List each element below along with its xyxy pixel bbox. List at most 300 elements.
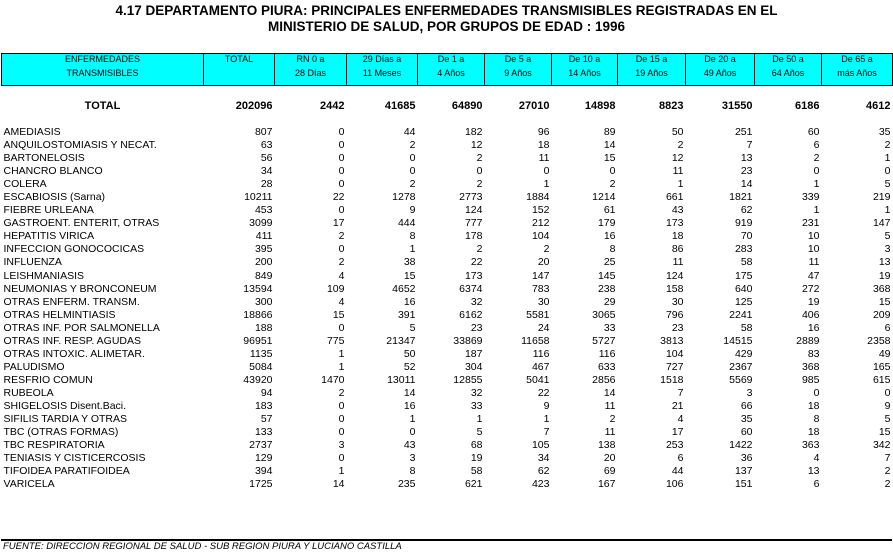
table-cell: 178 bbox=[464, 230, 483, 243]
disease-name: HEPATITIS VIRICA bbox=[3, 230, 95, 243]
table-cell: 147 bbox=[531, 269, 550, 282]
table-cell: 1884 bbox=[526, 191, 550, 204]
table-cell: 124 bbox=[665, 269, 684, 282]
table-cell: 188 bbox=[254, 321, 273, 334]
column-header-line-1: 29 Días a bbox=[362, 54, 402, 64]
table-cell: 173 bbox=[464, 269, 483, 282]
table-cell: 179 bbox=[597, 217, 616, 230]
table-cell: 10211 bbox=[244, 191, 273, 204]
table-cell: 615 bbox=[872, 373, 891, 386]
table-cell: 43920 bbox=[243, 373, 273, 386]
column-header-line-1: De 15 a bbox=[635, 54, 668, 64]
table-cell: 0 bbox=[338, 452, 345, 465]
table-cell: 60 bbox=[740, 426, 753, 439]
table-cell: 4 bbox=[338, 269, 345, 282]
table-cell: 6 bbox=[884, 321, 891, 334]
table-row bbox=[2, 309, 893, 322]
table-cell: 0 bbox=[338, 243, 345, 256]
table-cell: 17 bbox=[332, 217, 345, 230]
table-cell: 14515 bbox=[723, 334, 753, 347]
table-cell: 6 bbox=[813, 478, 820, 491]
disease-name: RUBEOLA bbox=[3, 386, 54, 399]
disease-table bbox=[1, 53, 893, 491]
table-cell: 35 bbox=[878, 126, 891, 139]
table-cell: 9 bbox=[543, 400, 550, 412]
table-row bbox=[2, 243, 893, 256]
table-cell: 283 bbox=[734, 243, 753, 256]
table-cell: 0 bbox=[338, 152, 345, 165]
table-cell: 16 bbox=[403, 295, 416, 308]
total-cell: 8823 bbox=[659, 100, 684, 112]
table-cell: 14 bbox=[403, 386, 416, 399]
table-cell: 147 bbox=[872, 217, 891, 230]
table-cell: 38 bbox=[403, 256, 416, 269]
table-cell: 0 bbox=[609, 165, 616, 178]
table-cell: 69 bbox=[603, 465, 616, 478]
table-cell: 96 bbox=[537, 126, 550, 139]
table-cell: 94 bbox=[260, 386, 273, 399]
table-cell: 2 bbox=[476, 152, 483, 165]
table-cell: 1 bbox=[409, 243, 416, 256]
table-cell: 2 bbox=[338, 386, 345, 399]
table-cell: 13011 bbox=[387, 373, 416, 386]
table-cell: 339 bbox=[801, 191, 820, 204]
table-cell: 22 bbox=[470, 256, 483, 269]
table-cell: 1214 bbox=[592, 191, 616, 204]
table-cell: 2889 bbox=[796, 334, 820, 347]
table-cell: 58 bbox=[740, 321, 753, 334]
table-cell: 2 bbox=[543, 243, 550, 256]
table-cell: 183 bbox=[254, 400, 273, 412]
table-cell: 9 bbox=[409, 204, 416, 217]
table-cell: 151 bbox=[734, 478, 753, 491]
column-header-line-2: 49 Años bbox=[703, 68, 737, 78]
table-cell: 0 bbox=[338, 178, 345, 191]
table-cell: 1135 bbox=[249, 347, 273, 360]
table-cell: 4 bbox=[338, 295, 345, 308]
table-cell: 363 bbox=[801, 439, 820, 452]
table-cell: 0 bbox=[476, 165, 483, 178]
disease-name: INFECCION GONOCOCICAS bbox=[3, 243, 145, 256]
table-cell: 13 bbox=[740, 152, 753, 165]
table-cell: 4 bbox=[677, 413, 684, 426]
table-cell: 2 bbox=[884, 139, 891, 152]
table-cell: 1 bbox=[338, 465, 345, 478]
table-cell: 391 bbox=[397, 308, 416, 321]
table-cell: 35 bbox=[740, 413, 753, 426]
table-cell: 411 bbox=[255, 230, 273, 243]
table-cell: 62 bbox=[740, 204, 753, 217]
table-cell: 152 bbox=[531, 204, 550, 217]
table-row bbox=[2, 374, 893, 387]
table-cell: 406 bbox=[801, 308, 820, 321]
table-cell: 86 bbox=[671, 243, 684, 256]
disease-name: GASTROENT. ENTERIT, OTRAS bbox=[3, 217, 160, 230]
table-cell: 2 bbox=[813, 152, 820, 165]
table-cell: 16 bbox=[807, 321, 820, 334]
table-cell: 5084 bbox=[249, 360, 273, 373]
table-cell: 2358 bbox=[867, 334, 891, 347]
table-cell: 200 bbox=[254, 256, 273, 269]
table-cell: 109 bbox=[326, 282, 345, 295]
table-cell: 106 bbox=[665, 478, 684, 491]
table-cell: 1278 bbox=[392, 191, 416, 204]
table-cell: 116 bbox=[532, 347, 550, 360]
column-header-line-2: más Años bbox=[837, 68, 877, 78]
table-cell: 1470 bbox=[321, 373, 345, 386]
table-cell: 2 bbox=[884, 465, 891, 478]
table-cell: 1 bbox=[476, 413, 483, 426]
table-cell: 1422 bbox=[729, 439, 753, 452]
table-cell: 0 bbox=[884, 165, 891, 178]
table-cell: 13 bbox=[878, 256, 891, 269]
table-cell: 0 bbox=[338, 126, 345, 139]
table-cell: 849 bbox=[254, 269, 273, 282]
table-row bbox=[2, 413, 893, 426]
table-cell: 6 bbox=[677, 452, 684, 465]
table-cell: 2 bbox=[476, 243, 483, 256]
disease-name: TBC RESPIRATORIA bbox=[3, 439, 105, 452]
table-cell: 17 bbox=[671, 426, 684, 439]
table-cell: 58 bbox=[740, 256, 753, 269]
table-row bbox=[2, 439, 893, 452]
table-cell: 138 bbox=[597, 439, 616, 452]
table-cell: 8 bbox=[813, 413, 820, 426]
column-header bbox=[618, 54, 686, 86]
table-cell: 13 bbox=[807, 465, 820, 478]
table-row bbox=[2, 165, 893, 178]
table-cell: 16 bbox=[403, 400, 416, 412]
table-cell: 18 bbox=[537, 139, 550, 152]
table-cell: 219 bbox=[872, 191, 891, 204]
total-cell: 14898 bbox=[584, 100, 616, 112]
table-cell: 2 bbox=[884, 478, 891, 491]
table-cell: 58 bbox=[470, 465, 483, 478]
total-cell: 202096 bbox=[235, 100, 273, 112]
disease-name: VARICELA bbox=[3, 478, 55, 491]
table-cell: 251 bbox=[734, 126, 753, 139]
total-cell: 4612 bbox=[866, 100, 891, 112]
table-cell: 1 bbox=[338, 347, 345, 360]
table-cell: 395 bbox=[254, 243, 273, 256]
table-cell: 5 bbox=[409, 321, 416, 334]
column-header-line-1: De 65 a bbox=[841, 54, 873, 64]
table-cell: 20 bbox=[537, 256, 550, 269]
total-cell: 41685 bbox=[384, 100, 416, 112]
table-cell: 394 bbox=[254, 465, 273, 478]
column-header bbox=[686, 54, 755, 86]
disease-name: ANQUILOSTOMIASIS Y NECAT. bbox=[3, 139, 157, 152]
table-cell: 2 bbox=[609, 178, 616, 191]
table-cell: 173 bbox=[665, 217, 684, 230]
disease-name: SIFILIS TARDIA Y OTRAS bbox=[3, 413, 128, 426]
table-cell: 16 bbox=[603, 230, 616, 243]
table-cell: 19 bbox=[470, 452, 483, 465]
disease-name: SHIGELOSIS Disent.Baci. bbox=[3, 400, 127, 412]
table-cell: 5 bbox=[476, 426, 483, 439]
table-cell: 3065 bbox=[592, 308, 616, 321]
table-cell: 30 bbox=[537, 295, 550, 308]
table-cell: 129 bbox=[254, 452, 273, 465]
table-cell: 621 bbox=[464, 478, 483, 491]
table-row bbox=[2, 191, 893, 204]
total-cell: 64890 bbox=[451, 100, 483, 112]
table-cell: 231 bbox=[801, 217, 820, 230]
table-cell: 182 bbox=[464, 126, 483, 139]
column-header bbox=[275, 54, 347, 86]
table-cell: 7 bbox=[884, 452, 891, 465]
table-row bbox=[2, 283, 893, 296]
disease-name: OTRAS INF. POR SALMONELLA bbox=[3, 321, 160, 334]
column-header-line-1: TOTAL bbox=[224, 54, 254, 64]
total-label: TOTAL bbox=[84, 100, 121, 112]
table-cell: 32 bbox=[470, 295, 483, 308]
table-cell: 727 bbox=[665, 360, 684, 373]
table-row bbox=[2, 335, 893, 348]
table-cell: 30 bbox=[671, 295, 684, 308]
table-cell: 0 bbox=[409, 165, 416, 178]
table-cell: 14 bbox=[603, 139, 616, 152]
column-header bbox=[2, 54, 204, 86]
table-cell: 8 bbox=[409, 465, 416, 478]
disease-name: CHANCRO BLANCO bbox=[3, 165, 103, 178]
column-header-line-2: 28 Días bbox=[294, 68, 327, 78]
table-cell: 5569 bbox=[729, 373, 753, 386]
table-cell: 44 bbox=[403, 126, 416, 139]
table-cell: 19 bbox=[807, 295, 820, 308]
table-cell: 8 bbox=[409, 230, 416, 243]
table-cell: 807 bbox=[254, 126, 273, 139]
column-header-line-1: RN 0 a bbox=[296, 54, 325, 64]
table-cell: 6374 bbox=[459, 282, 483, 295]
table-cell: 5 bbox=[884, 230, 891, 243]
table-cell: 1 bbox=[543, 178, 550, 191]
disease-name: TBC (OTRAS FORMAS) bbox=[3, 426, 119, 439]
disease-name: BARTONELOSIS bbox=[3, 152, 85, 165]
table-cell: 57 bbox=[260, 413, 273, 426]
disease-name: NEUMONIAS Y BRONCONEUM bbox=[3, 282, 157, 295]
column-header-line-1: De 5 a bbox=[504, 54, 532, 64]
table-cell: 1518 bbox=[660, 373, 684, 386]
title-line-2: MINISTERIO DE SALUD, POR GRUPOS DE EDAD : 1996 bbox=[267, 19, 626, 34]
table-cell: 43 bbox=[403, 439, 416, 452]
table-cell: 0 bbox=[338, 139, 345, 152]
table-cell: 137 bbox=[734, 465, 753, 478]
table-cell: 633 bbox=[597, 360, 616, 373]
table-cell: 14 bbox=[332, 478, 345, 491]
table-cell: 661 bbox=[665, 191, 684, 204]
table-cell: 0 bbox=[338, 321, 345, 334]
table-row bbox=[2, 465, 893, 478]
column-header bbox=[347, 54, 418, 86]
total-row bbox=[2, 86, 893, 127]
table-cell: 33 bbox=[470, 400, 483, 412]
disease-name: INFLUENZA bbox=[3, 256, 62, 269]
table-cell: 34 bbox=[260, 165, 273, 178]
table-cell: 167 bbox=[597, 478, 616, 491]
table-cell: 165 bbox=[872, 360, 891, 373]
table-cell: 0 bbox=[543, 165, 550, 178]
table-cell: 777 bbox=[464, 217, 483, 230]
table-cell: 0 bbox=[813, 386, 820, 399]
table-cell: 10 bbox=[807, 243, 820, 256]
disease-name: AMEDIASIS bbox=[3, 126, 61, 139]
table-row bbox=[2, 126, 893, 139]
table-cell: 3813 bbox=[660, 334, 684, 347]
table-cell: 105 bbox=[531, 439, 550, 452]
table-cell: 22 bbox=[537, 386, 550, 399]
table-cell: 22 bbox=[332, 191, 345, 204]
table-cell: 7 bbox=[543, 426, 550, 439]
disease-name: FIEBRE URLEANA bbox=[3, 204, 94, 217]
table-cell: 19 bbox=[878, 269, 891, 282]
column-header-line-1: De 1 a bbox=[437, 54, 465, 64]
table-cell: 2737 bbox=[249, 439, 273, 452]
table-cell: 775 bbox=[326, 334, 345, 347]
table-cell: 21347 bbox=[386, 334, 416, 347]
table-cell: 89 bbox=[603, 126, 616, 139]
table-cell: 18 bbox=[807, 400, 820, 412]
table-cell: 368 bbox=[872, 282, 891, 295]
table-cell: 52 bbox=[403, 360, 416, 373]
table-cell: 24 bbox=[537, 321, 550, 334]
table-cell: 3 bbox=[409, 452, 416, 465]
disease-name: TENIASIS Y CISTICERCOSIS bbox=[3, 452, 146, 465]
table-cell: 4 bbox=[813, 452, 820, 465]
table-cell: 5727 bbox=[592, 334, 616, 347]
table-cell: 32 bbox=[470, 386, 483, 399]
table-cell: 6162 bbox=[459, 308, 483, 321]
table-row bbox=[2, 452, 893, 465]
table-cell: 0 bbox=[409, 152, 416, 165]
table-cell: 2 bbox=[609, 413, 616, 426]
table-cell: 300 bbox=[254, 295, 273, 308]
disease-name: LEISHMANIASIS bbox=[3, 269, 85, 282]
table-cell: 68 bbox=[470, 439, 483, 452]
table-cell: 15 bbox=[403, 269, 416, 282]
table-cell: 187 bbox=[464, 347, 483, 360]
table-cell: 70 bbox=[740, 230, 753, 243]
source-note: FUENTE: DIRECCION REGIONAL DE SALUD - SUB REGION PIURA Y LUCIANO CASTILLA bbox=[3, 541, 402, 552]
column-header-line-2: 19 Años bbox=[635, 68, 668, 78]
table-cell: 5 bbox=[884, 178, 891, 191]
table-cell: 29 bbox=[603, 295, 616, 308]
table-cell: 66 bbox=[740, 400, 753, 412]
table-cell: 12 bbox=[671, 152, 684, 165]
table-cell: 1725 bbox=[249, 478, 273, 491]
table-cell: 23 bbox=[740, 165, 753, 178]
table-cell: 18866 bbox=[243, 308, 273, 321]
table-cell: 304 bbox=[464, 360, 483, 373]
table-cell: 23 bbox=[671, 321, 684, 334]
table-cell: 272 bbox=[801, 282, 820, 295]
table-cell: 62 bbox=[537, 465, 550, 478]
table-cell: 2 bbox=[409, 139, 416, 152]
table-cell: 1821 bbox=[729, 191, 753, 204]
table-cell: 5 bbox=[884, 413, 891, 426]
table-cell: 11 bbox=[604, 400, 616, 412]
disease-name: PALUDISMO bbox=[3, 360, 65, 373]
table-cell: 342 bbox=[872, 439, 891, 452]
table-cell: 2 bbox=[409, 178, 416, 191]
table-cell: 796 bbox=[665, 308, 684, 321]
page-title bbox=[0, 3, 893, 35]
table-row bbox=[2, 361, 893, 374]
table-cell: 11 bbox=[672, 256, 684, 269]
table-cell: 33 bbox=[603, 321, 616, 334]
table-cell: 1 bbox=[813, 204, 820, 217]
table-cell: 60 bbox=[807, 126, 820, 139]
table-cell: 1 bbox=[884, 152, 891, 165]
table-cell: 145 bbox=[597, 269, 616, 282]
column-header-line-2: 14 Años bbox=[568, 68, 601, 78]
table-cell: 11 bbox=[538, 152, 550, 165]
table-cell: 12855 bbox=[453, 373, 483, 386]
table-cell: 28 bbox=[260, 178, 273, 191]
table-row bbox=[2, 139, 893, 152]
table-cell: 44 bbox=[671, 465, 684, 478]
table-cell: 3 bbox=[338, 439, 345, 452]
table-cell: 21 bbox=[671, 400, 684, 412]
table-cell: 13594 bbox=[243, 282, 273, 295]
column-header-line-2: 9 Años bbox=[504, 68, 532, 78]
table-cell: 368 bbox=[801, 360, 820, 373]
table-cell: 2 bbox=[338, 230, 345, 243]
table-cell: 61 bbox=[603, 204, 616, 217]
disease-name: TIFOIDEA PARATIFOIDEA bbox=[3, 465, 130, 478]
table-cell: 0 bbox=[338, 413, 345, 426]
column-header bbox=[418, 54, 485, 86]
table-cell: 11658 bbox=[521, 334, 550, 347]
table-cell: 43 bbox=[671, 204, 684, 217]
table-cell: 20 bbox=[603, 452, 616, 465]
column-header-line-2: 4 Años bbox=[437, 68, 465, 78]
table-row bbox=[2, 296, 893, 309]
table-row bbox=[2, 400, 893, 413]
table-cell: 11 bbox=[672, 165, 684, 178]
table-cell: 1 bbox=[338, 360, 345, 373]
table-cell: 10 bbox=[807, 230, 820, 243]
table-cell: 14 bbox=[740, 178, 753, 191]
table-row bbox=[2, 322, 893, 335]
column-header-line-1: De 20 a bbox=[704, 54, 736, 64]
table-cell: 2 bbox=[338, 256, 345, 269]
table-cell: 1 bbox=[677, 178, 684, 191]
table-cell: 2856 bbox=[592, 373, 616, 386]
table-cell: 23 bbox=[470, 321, 483, 334]
table-cell: 3 bbox=[746, 386, 753, 399]
table-row bbox=[2, 426, 893, 439]
table-cell: 235 bbox=[397, 478, 416, 491]
table-cell: 0 bbox=[813, 165, 820, 178]
table-row bbox=[2, 217, 893, 230]
table-cell: 1 bbox=[543, 413, 550, 426]
title-line-1: 4.17 DEPARTAMENTO PIURA: PRINCIPALES ENFERMEDADES TRANSMISIBLES REGISTRADAS EN EL bbox=[115, 3, 778, 18]
column-header bbox=[822, 54, 893, 86]
table-cell: 12 bbox=[470, 139, 483, 152]
column-header bbox=[204, 54, 275, 86]
table-cell: 133 bbox=[254, 426, 273, 439]
table-row bbox=[2, 178, 893, 191]
total-cell: 2442 bbox=[320, 100, 345, 112]
table-cell: 0 bbox=[338, 165, 345, 178]
table-cell: 15 bbox=[878, 295, 891, 308]
table-row bbox=[2, 348, 893, 361]
table-cell: 3099 bbox=[249, 217, 273, 230]
table-cell: 11 bbox=[808, 256, 820, 269]
table-cell: 5581 bbox=[526, 308, 550, 321]
table-cell: 6 bbox=[813, 139, 820, 152]
